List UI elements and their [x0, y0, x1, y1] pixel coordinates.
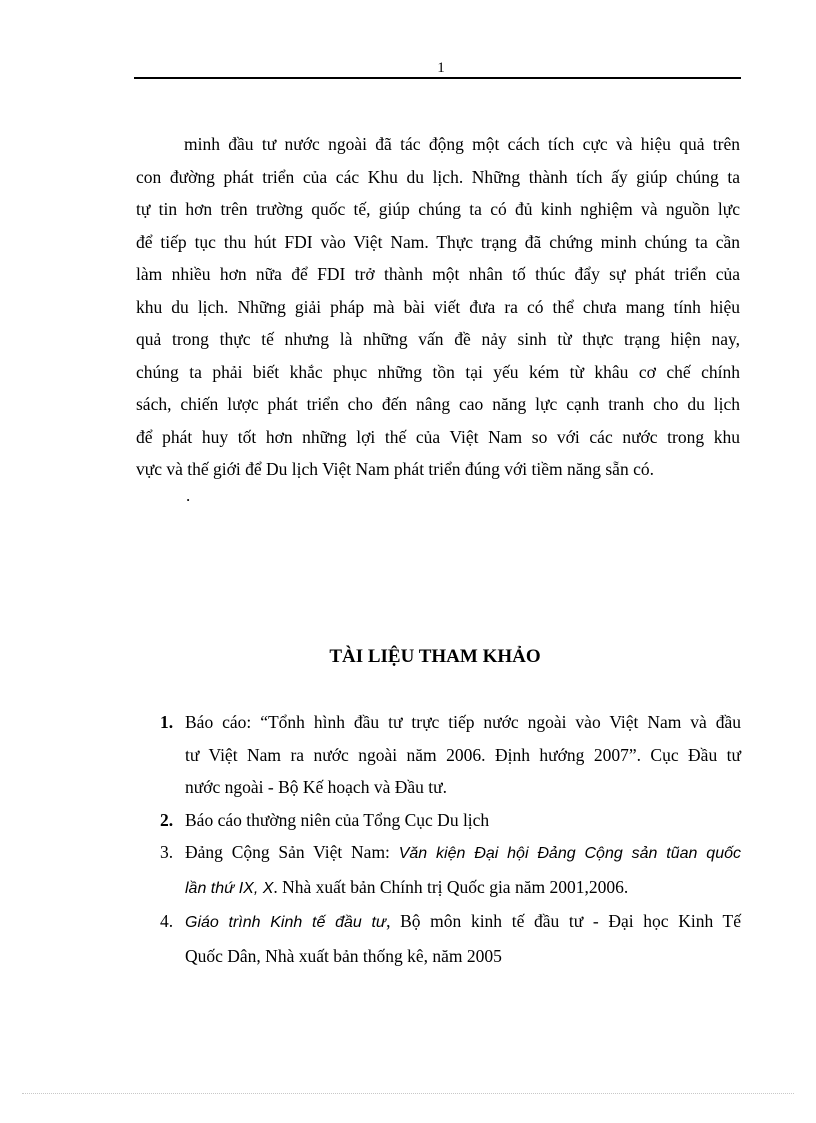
- body-line: để phát huy tốt hơn những lợi thế của Việt Nam so với các nước trong khu: [136, 426, 740, 447]
- reference-text: . Nhà xuất bản Chính trị Quốc gia năm 2001,2006.: [273, 876, 629, 897]
- reference-text: , Bộ môn kinh tế đầu tư - Đại học Kinh Tế: [386, 911, 742, 931]
- body-line: quả trong thực tế nhưng là những vấn đề nảy sinh từ thực trạng hiện nay,: [136, 329, 740, 349]
- reference-line: [185, 905, 741, 940]
- reference-line: Quốc Dân, Nhà xuất bản thống kê, năm 2005: [185, 945, 502, 966]
- reference-item: [160, 836, 741, 905]
- body-line: vực và thế giới để Du lịch Việt Nam phát triển đúng với tiềm năng sẵn có.: [136, 459, 654, 479]
- body-line: sách, chiến lược phát triển cho đến nâng cao năng lực cạnh tranh cho du lịch: [136, 394, 740, 414]
- body-line: con đường phát triển của các Khu du lịch. Những thành tích ấy giúp chúng ta: [136, 166, 740, 187]
- references-title: TÀI LIỆU THAM KHẢO: [329, 646, 541, 667]
- reference-number: 4.: [160, 911, 174, 931]
- reference-line: tư Việt Nam ra nước ngoài năm 2006. Định hướng 2007”. Cục Đầu tư: [185, 744, 741, 765]
- reference-item: [160, 804, 741, 837]
- reference-number: 3.: [160, 842, 174, 862]
- reference-text: Đảng Cộng Sản Việt Nam:: [185, 842, 399, 862]
- body-paragraph: [136, 128, 740, 486]
- reference-italic-title: Văn kiện Đại hội Đảng Cộng sản tũan quốc: [398, 845, 741, 862]
- body-line: minh đầu tư nước ngoài đã tác động một cách tích cực và hiệu quả trên: [184, 134, 740, 154]
- reference-line: [185, 836, 741, 871]
- references-list: [160, 706, 741, 972]
- reference-italic-title: Giáo trình Kinh tế đầu tư: [185, 914, 387, 931]
- body-line: làm nhiều hơn nữa để FDI trở thành một nhân tố thúc đẩy sự phát triển của: [136, 264, 740, 284]
- footer-dotted-rule: [22, 1093, 794, 1094]
- header-rule: [134, 77, 741, 79]
- reference-number: 1.: [160, 712, 174, 732]
- reference-number: 2.: [160, 809, 174, 830]
- reference-line: [185, 871, 741, 906]
- body-line: để tiếp tục thu hút FDI vào Việt Nam. Thực trạng đã chứng minh chúng ta cần: [136, 231, 740, 252]
- body-line: tự tin hơn trên trường quốc tế, giúp chúng ta có đủ kinh nghiệm và nguồn lực: [136, 199, 740, 219]
- reference-italic-title: lần thứ IX, X: [185, 879, 274, 897]
- body-line: chúng ta phải biết khắc phục những tồn tại yếu kém từ khâu cơ chế chính: [136, 361, 740, 382]
- reference-item: [160, 905, 741, 972]
- page-number: 1: [437, 60, 445, 76]
- reference-line: Báo cáo: “Tổnh hình đầu tư trực tiếp nước ngoài vào Việt Nam và đầu: [185, 712, 741, 732]
- reference-item: [160, 706, 741, 804]
- trailing-dot: .: [186, 486, 191, 505]
- body-line: khu du lịch. Những giải pháp mà bài viết đưa ra có thể chưa mang tính hiệu: [136, 296, 740, 317]
- reference-line: Báo cáo thường niên của Tổng Cục Du lịch: [185, 809, 490, 830]
- reference-line: nước ngoài - Bộ Kế hoạch và Đầu tư.: [185, 777, 447, 797]
